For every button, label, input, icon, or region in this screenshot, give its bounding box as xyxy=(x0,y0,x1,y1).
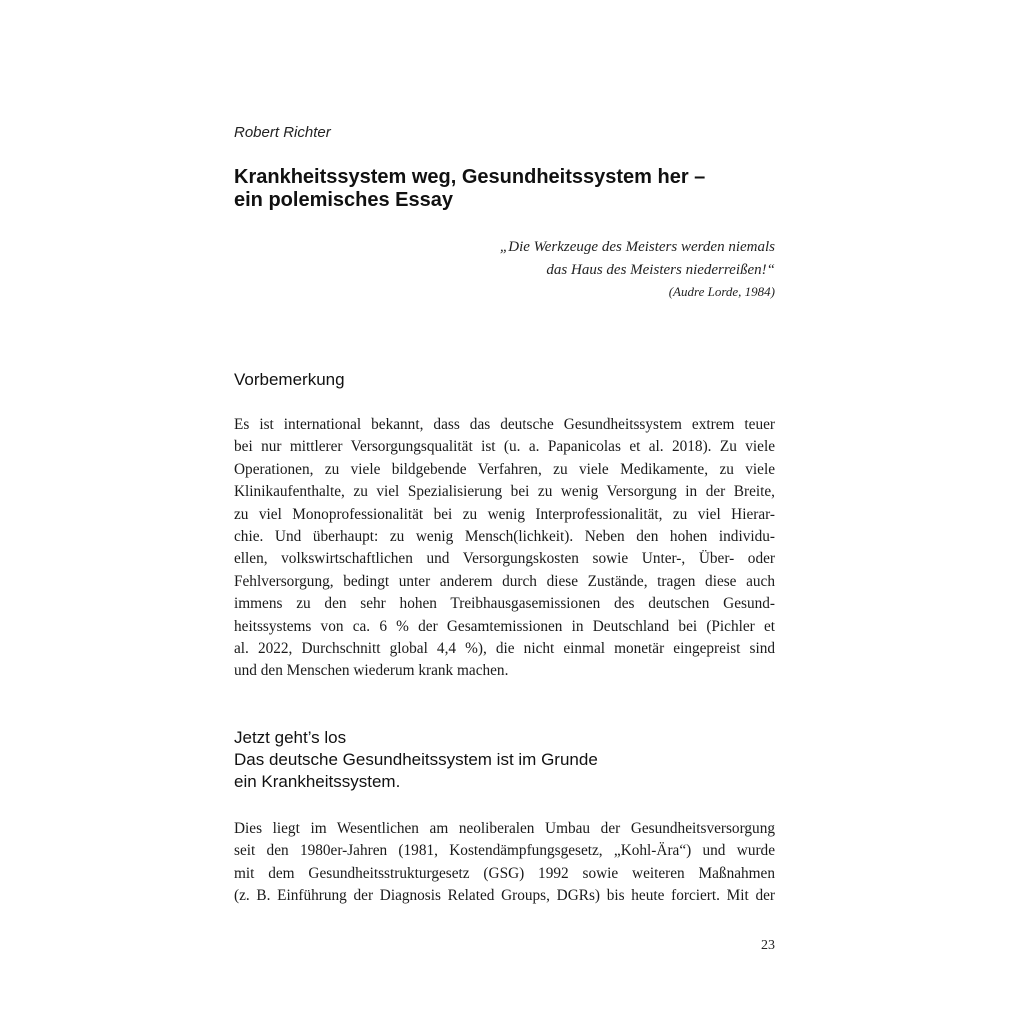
essay-title xyxy=(234,166,794,212)
paragraph-line: und den Menschen wiederum krank machen. xyxy=(234,662,509,680)
paragraph-line: Klinikaufenthalte, zu viel Spezialisierung bei zu wenig Versorgung in der Breite, xyxy=(234,483,775,501)
paragraph-line: heitssystems von ca. 6 % der Gesamtemissionen in Deutschland bei (Pichler et xyxy=(234,617,775,635)
paragraph-line: Es ist international bekannt, dass das deutsche Gesundheitssystem extrem teuer xyxy=(234,416,775,433)
section-heading-line: Jetzt geht’s los xyxy=(234,728,347,747)
paragraph-line: zu viel Monoprofessionalität bei zu wenig Interprofessionalität, zu viel Hierar- xyxy=(234,505,775,523)
paragraph-line: Operationen, zu viele bildgebende Verfahren, zu viele Medikamente, zu viele xyxy=(234,460,775,478)
paragraph-line: chie. Und überhaupt: zu wenig Mensch(lichkeit). Neben den hohen individu- xyxy=(234,528,775,546)
section-heading-jetzt-gehts-los xyxy=(234,727,598,793)
epigraph-quote xyxy=(355,236,775,302)
section-heading-line: ein Krankheitssystem. xyxy=(234,772,401,791)
paragraph-vorbemerkung xyxy=(234,414,775,683)
paragraph-line: immens zu den sehr hohen Treibhausgasemissionen des deutschen Gesund- xyxy=(234,595,775,613)
author-name: Robert Richter xyxy=(234,124,331,141)
section-heading-line: Das deutsche Gesundheitssystem ist im Grunde xyxy=(234,750,598,769)
paragraph-krankheitssystem xyxy=(234,818,775,908)
epigraph-source: (Audre Lorde, 1984) xyxy=(668,284,775,299)
section-heading-line: Vorbemerkung xyxy=(234,370,345,389)
paragraph-line: Dies liegt im Wesentlichen am neoliberalen Umbau der Gesundheitsversorgung xyxy=(234,820,775,837)
title-line: Krankheitssystem weg, Gesundheitssystem her – xyxy=(234,166,706,188)
paragraph-line: mit dem Gesundheitsstrukturgesetz (GSG) 1992 sowie weiteren Maßnahmen xyxy=(234,864,775,882)
paragraph-line: ellen, volkswirtschaftlichen und Versorgungskosten sowie Unter-, Über- oder xyxy=(234,550,775,568)
paragraph-line: bei nur mittlerer Versorgungsqualität ist (u. a. Papanicolas et al. 2018). Zu viele xyxy=(234,438,775,456)
page-number: 23 xyxy=(761,938,775,953)
epigraph-line: das Haus des Meisters niederreißen!“ xyxy=(546,262,775,278)
title-line: ein polemisches Essay xyxy=(234,189,454,211)
epigraph-line: „Die Werkzeuge des Meisters werden niemals xyxy=(499,239,775,255)
paragraph-line: (z. B. Einführung der Diagnosis Related Groups, DGRs) bis heute forciert. Mit der xyxy=(234,887,775,905)
section-heading-vorbemerkung xyxy=(234,369,345,391)
paragraph-line: al. 2022, Durchschnitt global 4,4 %), die nicht einmal monetär eingepreist sind xyxy=(234,640,775,658)
paragraph-line: seit den 1980er-Jahren (1981, Kostendämpfungsgesetz, „Kohl-Ära“) und wurde xyxy=(234,842,775,860)
paragraph-line: Fehlversorgung, bedingt unter anderem durch diese Zustände, tragen diese auch xyxy=(234,572,775,590)
